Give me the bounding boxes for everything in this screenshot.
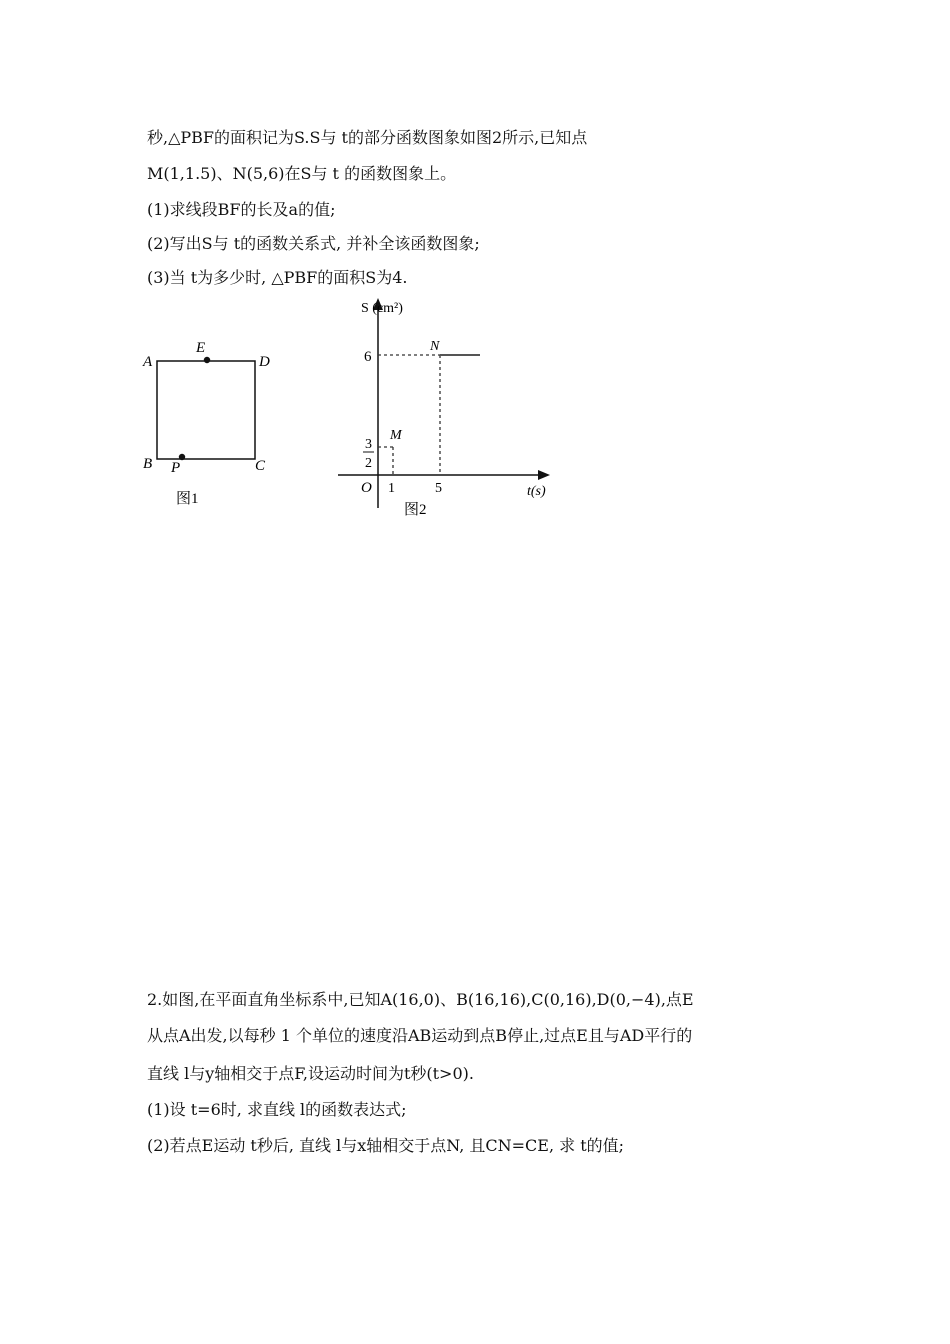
label-b: B [143, 456, 153, 472]
problem2-question-1: (1)设 t=6时, 求直线 l的函数表达式; [147, 1100, 407, 1119]
problem1-question-3: (3)当 t为多少时, △PBF的面积S为4. [147, 268, 408, 287]
point-m-label: M [390, 428, 402, 443]
problem2-line-1: 2.如图,在平面直角坐标系中,已知A(16,0)、B(16,16),C(0,16),D(0,−4),点E [147, 990, 694, 1009]
problem2-line-2: 从点A出发,以每秒 1 个单位的速度沿AB运动到点B停止,过点E且与AD平行的 [147, 1026, 693, 1045]
problem1-line-1: 秒,△PBF的面积记为S.S与 t的部分函数图象如图2所示,已知点 [147, 128, 588, 147]
point-e-dot [204, 357, 210, 363]
problem1-question-1: (1)求线段BF的长及a的值; [147, 200, 336, 219]
label-d: D [259, 354, 270, 370]
x-tick-1: 1 [388, 481, 395, 496]
y-tick-6: 6 [364, 349, 372, 365]
y-tick-frac-numerator: 3 [365, 437, 372, 452]
x-axis-label: t(s) [527, 484, 546, 499]
square-abcd [157, 361, 255, 459]
label-a: A [143, 354, 153, 370]
figure2 [338, 298, 550, 518]
figure1 [142, 340, 270, 507]
label-e: E [196, 340, 206, 356]
problem1-question-2: (2)写出S与 t的函数关系式, 并补全该函数图象; [147, 234, 480, 253]
origin-label: O [361, 480, 372, 496]
point-n-label: N [430, 339, 440, 354]
y-axis-label: S (cm²) [361, 301, 403, 316]
problem1-line-2: M(1,1.5)、N(5,6)在S与 t 的函数图象上。 [147, 164, 457, 183]
y-tick-frac-denominator: 2 [365, 456, 372, 471]
label-c: C [255, 458, 266, 474]
x-tick-5: 5 [435, 481, 442, 496]
x-axis-arrow [538, 470, 550, 480]
figure1-caption: 图1 [176, 491, 199, 507]
problem2-line-3: 直线 l与y轴相交于点F,设运动时间为t秒(t>0). [147, 1064, 474, 1083]
figure2-caption: 图2 [404, 502, 427, 518]
problem2-question-2: (2)若点E运动 t秒后, 直线 l与x轴相交于点N, 且CN=CE, 求 t的值; [147, 1136, 625, 1155]
label-p: P [171, 460, 181, 476]
